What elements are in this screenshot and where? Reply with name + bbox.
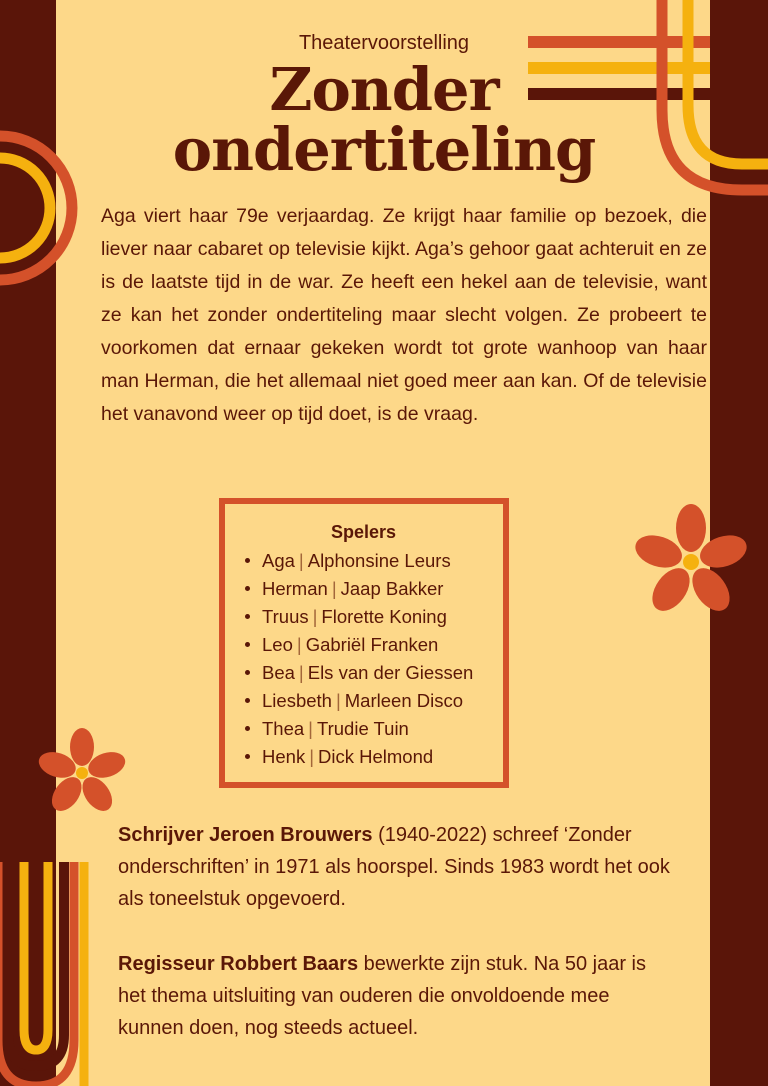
bullet-icon	[245, 642, 250, 647]
player-role: Thea	[262, 718, 305, 739]
separator: |	[308, 718, 313, 739]
separator: |	[309, 746, 315, 767]
bullet-icon	[245, 614, 250, 619]
player-actor: Trudie Tuin	[316, 718, 409, 739]
bullet-icon	[245, 670, 250, 675]
separator: |	[298, 662, 304, 683]
separator: |	[312, 606, 318, 627]
separator: |	[298, 550, 304, 571]
list-item	[245, 715, 503, 743]
players-list	[245, 547, 503, 771]
player-role: Herman	[262, 578, 328, 599]
player-role: Aga	[262, 550, 295, 571]
bullet-icon	[245, 726, 250, 731]
title-line-2: ondertiteling	[172, 115, 596, 184]
list-item	[245, 631, 503, 659]
bullet-icon	[245, 586, 250, 591]
player-actor: Marleen Disco	[344, 690, 464, 711]
director-text: bewerkte zijn stuk. Na 50 jaar is het thema uitsluiting van ouderen die onvoldoende mee kunnen doen, nog steeds actueel.	[118, 953, 646, 1039]
player-role: Henk	[262, 746, 306, 767]
players-heading: Spelers	[331, 522, 397, 542]
player-actor: Florette Koning	[321, 606, 447, 627]
intro-paragraph: Aga viert haar 79e verjaardag. Ze krijgt haar familie op bezoek, die liever naar cabaret op televisie kijkt. Aga’s gehoor gaat achteruit en ze is de laatste tijd in de war. Ze heeft een hekel aan de televisie, want ze kan het zonder ondertiteling maar slecht volgen. Ze probeert te voorkomen dat ernaar gekeken wordt tot grote wanhoop van haar man Herman, die het allemaal niet goed meer aan kan. Of de televisie het vanavond weer op tijd doet, is de vraag.	[101, 205, 707, 425]
list-item	[245, 575, 503, 603]
page-title	[0, 55, 768, 184]
separator: |	[296, 634, 302, 655]
writer-paragraph	[118, 819, 678, 915]
director-paragraph	[118, 948, 678, 1044]
list-item	[245, 659, 503, 687]
title-line-1: Zonder	[269, 55, 499, 124]
list-item	[245, 547, 503, 575]
player-role: Liesbeth	[262, 690, 332, 711]
writer-name: Schrijver Jeroen Brouwers	[118, 824, 373, 846]
player-actor: Alphonsine Leurs	[307, 550, 451, 571]
list-item	[245, 603, 503, 631]
player-actor: Els van der Giessen	[307, 662, 474, 683]
player-actor: Jaap Bakker	[340, 578, 444, 599]
players-box	[219, 498, 509, 788]
list-item	[245, 743, 503, 771]
player-actor: Dick Helmond	[318, 746, 434, 767]
player-role: Truus	[262, 606, 309, 627]
player-actor: Gabriël Franken	[305, 634, 439, 655]
bullet-icon	[245, 754, 250, 759]
director-name: Regisseur Robbert Baars	[118, 953, 359, 975]
writer-text: (1940-2022) schreef ‘Zonder onderschriften’ in 1971 als hoorspel. Sinds 1983 wordt het ook als toneelstuk opgevoerd.	[118, 824, 670, 910]
bullet-icon	[245, 698, 250, 703]
bullet-icon	[245, 558, 250, 563]
player-role: Leo	[262, 634, 293, 655]
separator: |	[335, 690, 341, 711]
event-type-subtitle: Theatervoorstelling	[298, 32, 470, 54]
list-item	[245, 687, 503, 715]
separator: |	[331, 578, 337, 599]
player-role: Bea	[262, 662, 295, 683]
